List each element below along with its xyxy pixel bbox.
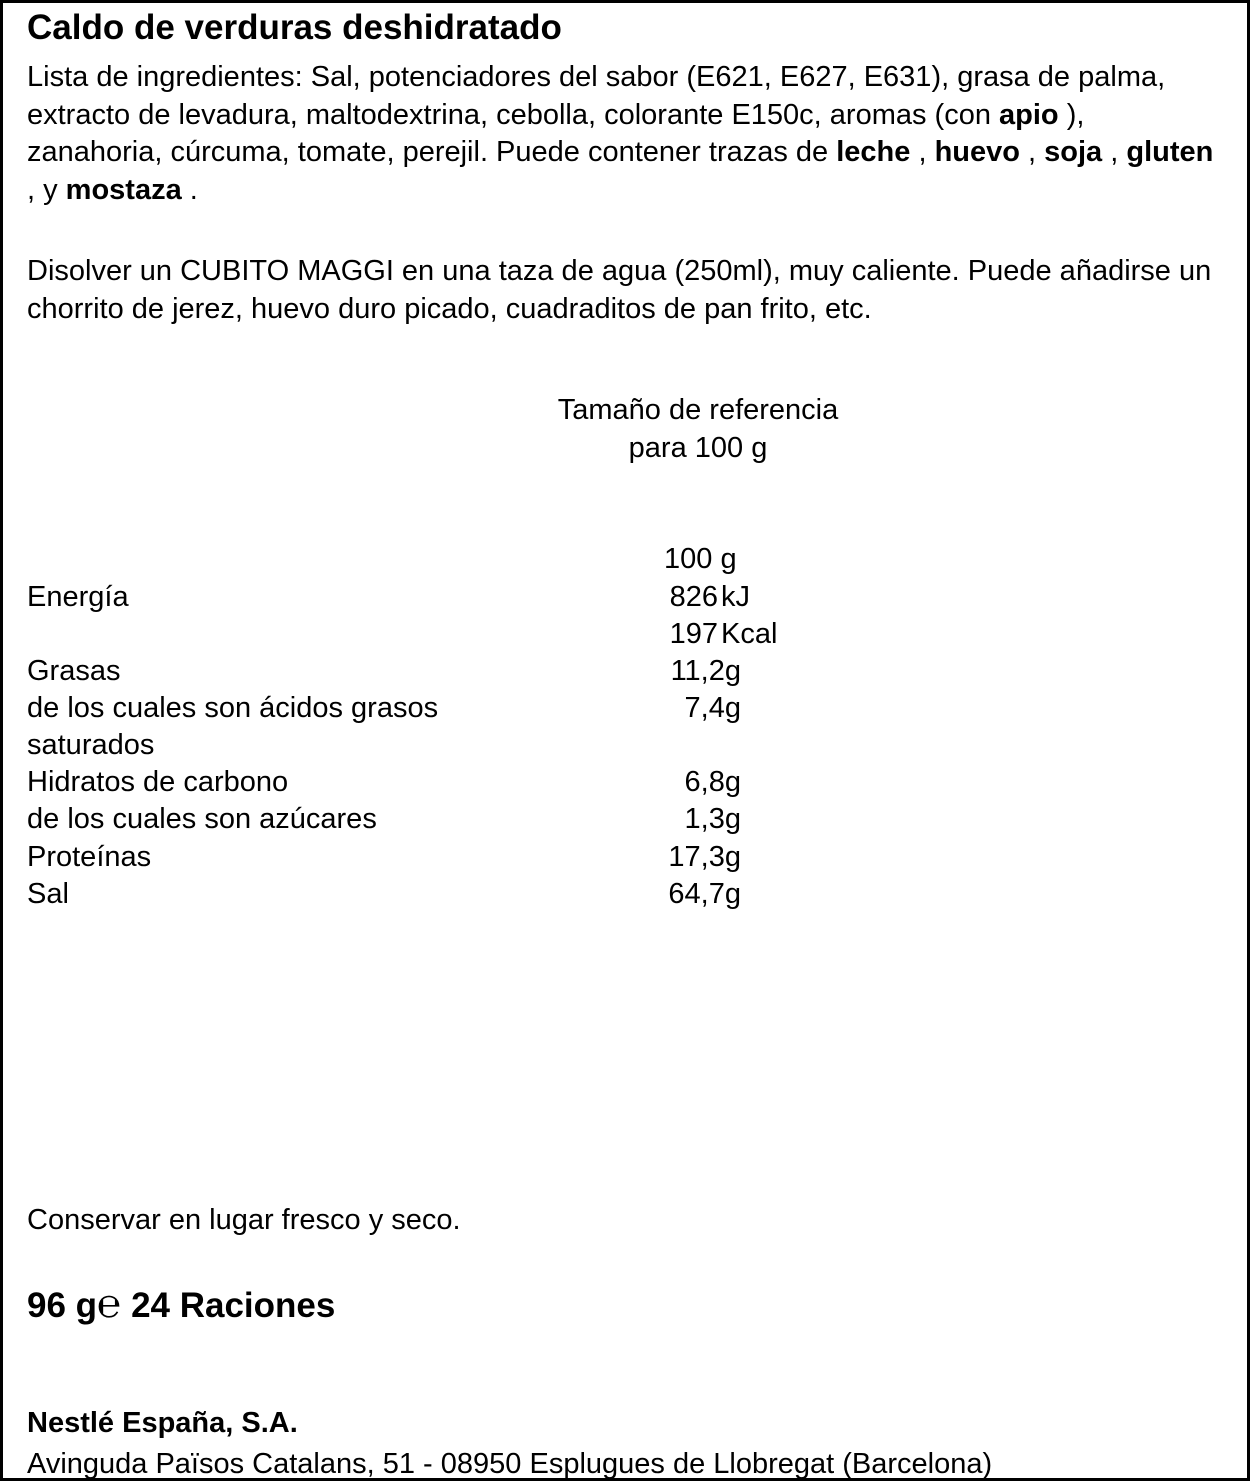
nutrition-value-sal: 64,7g bbox=[668, 878, 741, 910]
allergen-huevo: huevo bbox=[934, 136, 1020, 168]
ingredients-separator: , bbox=[910, 136, 935, 168]
nutrition-label-azucares: de los cuales son azúcares bbox=[27, 803, 377, 835]
estimated-sign-icon: ℮ bbox=[97, 1281, 122, 1327]
preparation-instructions: Disolver un CUBITO MAGGI en una taza de agua (250ml), muy caliente. Puede añadirse un chorrito de jerez, huevo duro picado, cuadraditos de pan frito, etc. bbox=[27, 255, 1212, 325]
nutrition-label-saturadas: de los cuales son ácidos grasos bbox=[27, 692, 439, 724]
ingredients-end: . bbox=[181, 173, 198, 206]
allergen-mostaza: mostaza bbox=[65, 173, 182, 206]
ingredients-separator: , bbox=[1019, 136, 1045, 168]
net-weight: 96 g bbox=[27, 1286, 98, 1325]
allergen-soja: soja bbox=[1044, 136, 1103, 168]
nutrition-value-saturadas: 7,4g bbox=[684, 692, 741, 724]
company-name: Nestlé España, S.A. bbox=[27, 1407, 298, 1439]
nutrition-value-grasas: 11,2g bbox=[670, 655, 741, 687]
nutrition-label-hidratos: Hidratos de carbono bbox=[27, 766, 289, 798]
storage-instructions: Conservar en lugar fresco y seco. bbox=[27, 1204, 461, 1236]
nutrition-value-proteinas: 17,3g bbox=[668, 841, 741, 873]
nutrition-unit-kj: kJ bbox=[721, 581, 750, 613]
ingredients-separator: , y bbox=[27, 173, 66, 206]
nutrition-value-energia-kj: 826 bbox=[669, 581, 718, 613]
nutrition-unit-kcal: Kcal bbox=[721, 618, 778, 650]
allergen-gluten: gluten bbox=[1126, 136, 1214, 168]
ingredients-text: Lista de ingredientes: Sal, potenciadores del sabor (E621, E627, E631), grasa de palma, extracto de levadura, maltodextrina, cebolla, colorante E150c, aromas (con bbox=[27, 61, 1166, 131]
nutrition-column-header: 100 g bbox=[664, 543, 737, 575]
nutrition-label-proteinas: Proteínas bbox=[27, 841, 152, 873]
reference-line-2: para 100 g bbox=[628, 432, 768, 464]
nutrition-label-energia: Energía bbox=[27, 581, 129, 613]
product-title: Caldo de verduras deshidratado bbox=[27, 8, 562, 47]
nutrition-value-energia-kcal: 197 bbox=[669, 618, 718, 650]
ingredients-text: ), zanahoria, cúrcuma, tomate, perejil. Puede contener trazas de bbox=[27, 98, 1085, 168]
nutrition-label-grasas: Grasas bbox=[27, 655, 121, 687]
reference-size bbox=[498, 391, 898, 467]
reference-line-1: Tamaño de referencia bbox=[557, 394, 839, 426]
nutrition-value-azucares: 1,3g bbox=[684, 803, 741, 835]
nutrition-label-saturadas-cont: saturados bbox=[27, 729, 155, 761]
allergen-apio: apio bbox=[999, 98, 1059, 131]
package-info bbox=[27, 1283, 335, 1327]
ingredients-list bbox=[27, 59, 1217, 209]
portions: 24 Raciones bbox=[131, 1286, 336, 1325]
nutrition-value-hidratos: 6,8g bbox=[684, 766, 741, 798]
allergen-leche: leche bbox=[836, 136, 911, 168]
company-address: Avinguda Països Catalans, 51 - 08950 Esplugues de Llobregat (Barcelona) bbox=[27, 1448, 993, 1480]
nutrition-label-sal: Sal bbox=[27, 878, 69, 910]
ingredients-separator: , bbox=[1102, 136, 1127, 168]
